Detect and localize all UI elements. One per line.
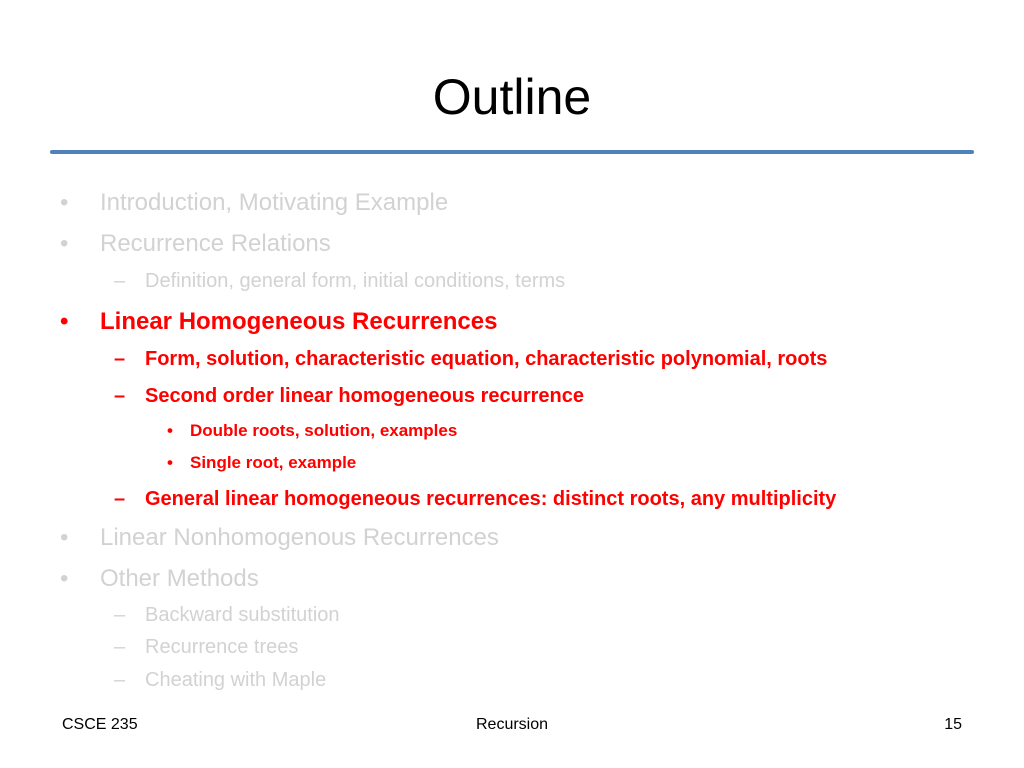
outline-item-text: Single root, example — [190, 453, 357, 472]
outline-item-text: Linear Homogeneous Recurrences — [100, 308, 498, 335]
outline-item-text: Form, solution, characteristic equation, characteristic polynomial, roots — [145, 348, 828, 370]
outline-item-text: Recurrence Relations — [100, 230, 331, 257]
outline-item-text: Other Methods — [100, 565, 259, 592]
bullet-marker: • — [60, 565, 69, 592]
outline-item-text: Backward substitution — [145, 604, 340, 626]
title-underline — [50, 150, 974, 154]
dash-marker: – — [114, 636, 126, 658]
dash-marker: – — [114, 488, 126, 510]
dash-marker: – — [114, 270, 126, 292]
bullet-marker: • — [60, 524, 69, 551]
dash-marker: – — [114, 385, 126, 407]
footer-topic: Recursion — [475, 716, 549, 733]
bullet-marker: • — [60, 308, 69, 335]
dash-marker: – — [114, 348, 126, 370]
bullet-marker: • — [60, 230, 69, 257]
outline-item-text: Double roots, solution, examples — [190, 421, 458, 440]
outline-item-text: Definition, general form, initial conditions, terms — [145, 270, 566, 292]
outline-item-text: General linear homogeneous recurrences: distinct roots, any multiplicity — [145, 488, 837, 510]
outline-item-text: Linear Nonhomogenous Recurrences — [100, 524, 499, 551]
slide-title: Outline — [432, 69, 592, 125]
outline-item-text: Introduction, Motivating Example — [100, 189, 449, 216]
bullet-marker: • — [167, 421, 173, 440]
outline-item-text: Second order linear homogeneous recurrence — [145, 385, 585, 407]
dash-marker: – — [114, 604, 126, 626]
bullet-marker: • — [60, 189, 69, 216]
footer-course: CSCE 235 — [62, 716, 138, 733]
outline-item-text: Cheating with Maple — [145, 669, 327, 691]
dash-marker: – — [114, 669, 126, 691]
bullet-marker: • — [167, 453, 173, 472]
outline-item-text: Recurrence trees — [145, 636, 299, 658]
page-number: 15 — [944, 716, 962, 733]
